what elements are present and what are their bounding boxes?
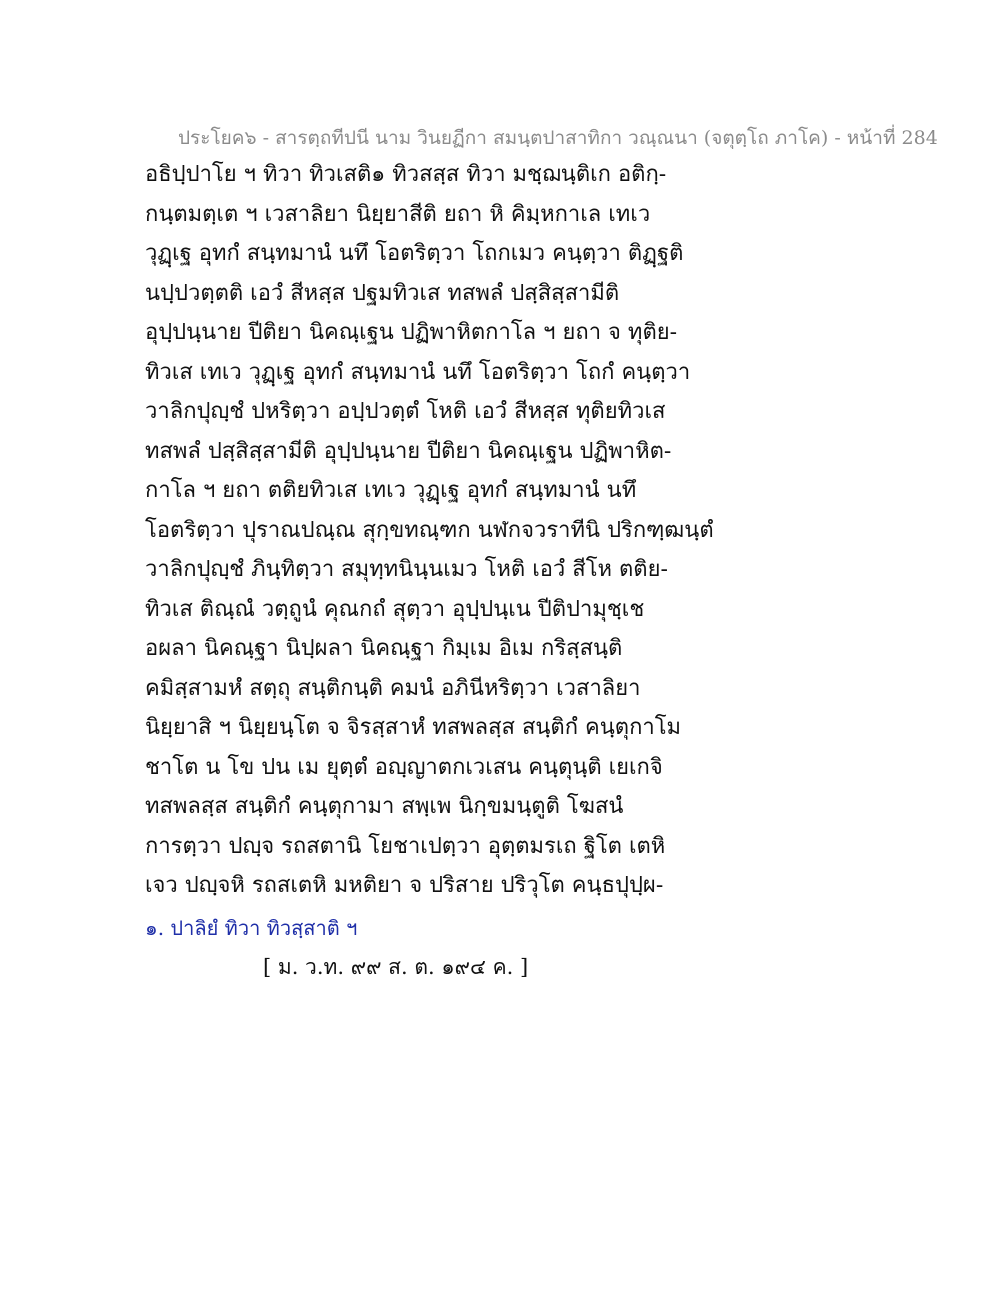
- text-line: ทิวเส เทเว วุฏฺเฐ อุทกํ สนฺทมานํ นทึ โอตริตฺวา โถกํ คนฺตฺวา: [145, 359, 691, 385]
- text-line: วาลิกปุญฺชํ ภินฺทิตฺวา สมุทฺทนินฺนเมว โหติ เอวํ สีโห ตติย-: [145, 557, 668, 582]
- text-line: คมิสฺสามหํ สตฺถุ สนฺติกนฺติ คมนํ อภินีหริตฺวา เวสาลิยา: [145, 675, 641, 701]
- text-line: นิยฺยาสิ ฯ นิยฺยนฺโต จ จิรสฺสาหํ ทสพลสฺส สนฺติกํ คนฺตุกาโม: [145, 715, 682, 740]
- text-line: นปฺปวตฺตติ เอวํ สีหสฺส ปฐมทิวเส ทสพลํ ปสฺสิสฺสามีติ: [145, 280, 620, 306]
- text-line: ชาโต น โข ปน เม ยุตฺตํ อญฺญาตกเวเสน คนฺตุนฺติ เยเกจิ: [145, 754, 663, 780]
- text-line: อธิปฺปาโย ฯ ทิวา ทิวเสติ๑ ทิวสสฺส ทิวา มชฺฌนฺติเก อติกฺ-: [145, 162, 667, 187]
- text-line: กาโล ฯ ยถา ตติยทิวเส เทเว วุฏฺเฐ อุทกํ สนฺทมานํ นทึ: [145, 478, 637, 503]
- text-line: ทิวเส ติณฺณํ วตฺถูนํ คุณกถํ สุตฺวา อุปฺปนฺเน ปีติปามุชฺเช: [145, 596, 645, 622]
- text-line: อุปฺปนฺนาย ปีติยา นิคณฺเฐน ปฏิพาหิตกาโล ฯ ยถา จ ทุติย-: [145, 320, 678, 345]
- body-text: [145, 160, 765, 911]
- page-reference: [ ม. ว.ท. ๙๙ ส. ต. ๑๙๔ ค. ]: [263, 955, 529, 979]
- text-line: ทสพลํ ปสฺสิสฺสามีติ อุปฺปนฺนาย ปีติยา นิคณฺเฐน ปฏิพาหิต-: [145, 438, 672, 464]
- text-line: การตฺวา ปญฺจ รถสตานิ โยชาเปตฺวา อุตฺตมรเถ ฐิโต เตหิ: [145, 833, 666, 859]
- text-line: วาลิกปุญฺชํ ปหริตฺวา อปฺปวตฺตํ โหติ เอวํ สีหสฺส ทุติยทิวเส: [145, 399, 666, 424]
- text-line: โอตริตฺวา ปุราณปณฺณ สุกฺขทณฺฑก นฬกจวราทีนิ ปริกฑฺฒนฺตํ: [145, 517, 714, 543]
- text-line: เจว ปญฺจหิ รถสเตหิ มหติยา จ ปริสาย ปริวุโต คนฺธปุปฺผ-: [145, 873, 664, 898]
- text-line: อผลา นิคณฺฐา นิปฺผลา นิคณฺฐา กิมฺเม อิเม กริสฺสนฺติ: [145, 636, 623, 661]
- footnote: ๑. ปาลิยํ ทิวา ทิวสฺสาติ ฯ: [145, 916, 358, 940]
- text-line: วุฏฺเฐ อุทกํ สนฺทมานํ นทึ โอตริตฺวา โถกเมว คนฺตฺวา ติฏฺฐติ: [145, 241, 684, 266]
- running-header: ประโยค๖ - สารตฺถทีปนี นาม วินยฏีกา สมนฺตปาสาทิกา วณฺณนา (จตุตฺโถ ภาโค) - หน้าที่ 284: [178, 127, 938, 149]
- text-line: กนฺตมตฺเต ฯ เวสาลิยา นิยฺยาสีติ ยถา หิ คิมฺหกาเล เทเว: [145, 201, 651, 227]
- text-line: ทสพลสฺส สนฺติกํ คนฺตุกามา สพฺเพ นิกฺขมนฺตูติ โฆสนํ: [145, 794, 624, 819]
